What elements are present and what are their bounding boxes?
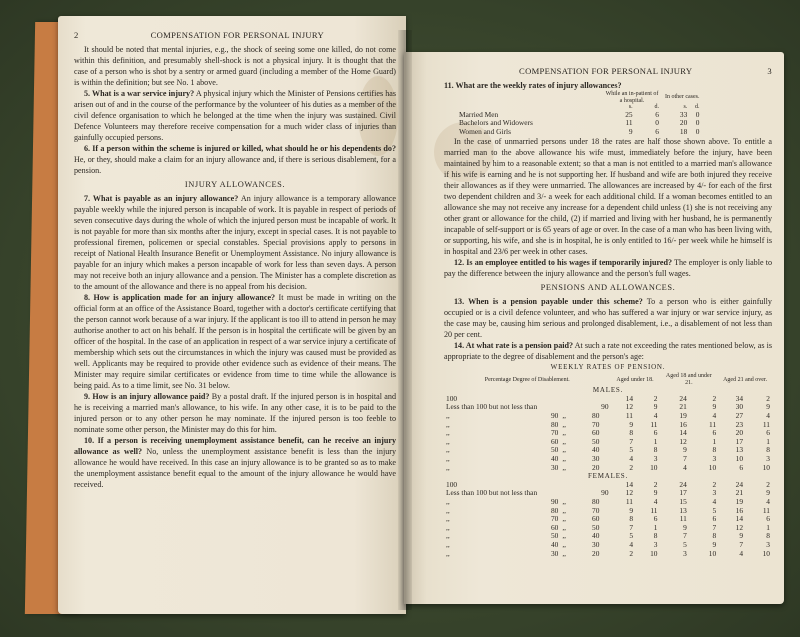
- rate-s3-cell: 34: [735, 393, 744, 403]
- q11-title: 11. What are the weekly rates of injury allowances?: [444, 81, 622, 90]
- col-21-over: Aged 21 and over.: [723, 376, 768, 383]
- q14-text: At such a rate not exceeding the rates mentioned below, as is appropriate to the degree of disablement and the person's age:: [444, 341, 772, 362]
- rate-d3-cell: 2: [766, 393, 770, 403]
- pension-row: [444, 489, 772, 498]
- lower-bound: 20: [592, 548, 600, 558]
- q6-title: 6. If a person within the scheme is injured or killed, what should he or his dependents do?: [84, 144, 396, 153]
- rate-d3-cell: 3: [766, 539, 770, 549]
- degree-cell: ,,: [446, 454, 450, 464]
- rate-d2-cell: 3: [712, 454, 717, 464]
- col-degree: Percentage Degree of Disablement.: [484, 376, 570, 383]
- rate-d1-cell: 3: [653, 539, 658, 549]
- lower-bound: 30: [592, 454, 600, 464]
- rate-s3-cell: 30: [735, 402, 744, 412]
- degree-cell: ,,: [446, 531, 450, 541]
- left-page: [58, 16, 406, 614]
- rate-s3-cell: 7: [739, 539, 744, 549]
- degree-cell: ,,: [446, 445, 450, 455]
- rate-s2-cell: 9: [683, 445, 687, 455]
- rate-d2-cell: 4: [712, 497, 717, 506]
- rate-s2-cell: 14: [679, 428, 687, 438]
- rate-s2-cell: 24: [679, 479, 687, 489]
- rate-s3-cell: 17: [735, 436, 744, 446]
- lower-bound: 30: [592, 539, 600, 549]
- q11-text: In the case of unmarried persons under 18 the rates are half those shown above. To entitle a married man to the above allowance his wife must, immediately before the injury, have been maintained by him to a reasonable extent; so that a man is not entitled to a married man's allowance if his wife is earning and he is not supporting her. If husband and wife are both injured they receive their allowances as if they were unmarried. The allowances are increased by 4/- for each of the first two dependent children and 3/- a week for each additional child. If a woman becomes entitled to an allowance she may not receive any increase for a dependent child unless (1) she is not receiving any other grant or allowance for the child, (2) if married and living with her husband, he is permanently incapable of self-support or is 65 years of age or over. In the case of a man who has been living with, or supporting, his wife, and she is in hospital, he is only entitled to 16/- per week while he himself is in hospital and 23/6 per week in other cases.: [444, 137, 772, 257]
- rate-row-married-men: Married Men 25 6 33 0: [459, 109, 700, 119]
- rate-s1-cell: 2: [629, 548, 634, 558]
- pension-row: [444, 532, 772, 541]
- pension-row: [444, 550, 772, 559]
- rate-s3-cell: 14: [735, 514, 744, 524]
- degree-cell: ,,: [446, 539, 450, 549]
- rate-s2-cell: 7: [683, 531, 687, 541]
- pension-row: [444, 507, 772, 516]
- rate-s2-cell: 7: [683, 454, 687, 464]
- rate-s1-cell: 2: [629, 462, 634, 472]
- q5-title: 5. What is a war service injury?: [84, 89, 195, 98]
- pension-table-caption: WEEKLY RATES OF PENSION.: [550, 363, 666, 372]
- rate-d2-cell: 11: [709, 419, 717, 429]
- rate-d3-cell: 10: [762, 462, 770, 472]
- degree-cell: ,,: [446, 522, 450, 532]
- q8-text: It must be made in writing on the official form at an office of the Assistance Board, together with a doctor's certificate certifying that the person cannot work because of a war injury. If the applicant is too ill to attend in person he may authorise another to act on his behalf. If the person is in hospital the certificate will be given by an officer of the hospital. In the case of an application in respect of a war service injury a certificate of membership which sets out the circumstances in which the injury was caused must be provided as well. Applicants may be required to provide other evidence such as evidence of their means. The Minister may require similar certificates or evidence from time to time while the allowance is being paid. As to a time limit, see No. 31 below.: [74, 293, 397, 390]
- q8-paragraph: [74, 292, 396, 391]
- lower-bound: 70: [592, 419, 600, 429]
- rate-s2-cell: 3: [683, 548, 687, 558]
- right-page-header: [444, 66, 772, 76]
- degree-cell: ,,: [446, 462, 450, 472]
- rate-s1-cell: 14: [625, 393, 634, 403]
- sex-group-label: FEMALES.: [587, 472, 629, 481]
- pension-row: [444, 515, 772, 524]
- rate-d2-cell: 8: [712, 531, 717, 541]
- degree-cell: [560, 515, 610, 524]
- q13-paragraph: [444, 296, 772, 340]
- rate-s3-cell: 16: [735, 505, 744, 515]
- rate-d3-cell: 1: [766, 436, 770, 446]
- rate-s3-cell: 20: [735, 428, 744, 438]
- pension-row: [444, 403, 772, 412]
- rate-d1-cell: 3: [653, 454, 658, 464]
- rate-s3-cell: 19: [735, 497, 744, 506]
- rate-s1-cell: 11: [625, 497, 634, 506]
- ditto-mark: ,,: [562, 539, 567, 549]
- degree-cell: Less than 100 but not less than: [446, 488, 538, 498]
- q12-paragraph: [444, 257, 772, 279]
- degree-cell: 30: [550, 462, 559, 472]
- q6-text: He, or they, should make a claim for an injury allowance and, if there is serious disablement, for a pension.: [74, 155, 396, 175]
- section-heading-injury-allowances: INJURY ALLOWANCES.: [184, 180, 286, 189]
- rate-d1-cell: 6: [653, 428, 658, 438]
- q10-text: No, unless the unemployment assistance benefit is less than the injury allowance he would have received. In this case an injury allowance is to be granted so as to make the unemployment assistance benefit equal to the amount of the injury allowance he would have received.: [74, 447, 396, 489]
- rate-s1-cell: 12: [625, 488, 634, 498]
- pension-rates-table: [444, 373, 772, 558]
- rate-s3-cell: 6: [739, 462, 744, 472]
- ditto-mark: ,,: [562, 454, 567, 464]
- rate-d3-cell: 9: [766, 402, 770, 412]
- rate-s3-cell: 21: [735, 488, 744, 498]
- rate-s3-cell: 13: [735, 445, 744, 455]
- rate-s2-cell: 5: [683, 539, 687, 549]
- rate-d3-cell: 6: [766, 428, 770, 438]
- degree-cell: [560, 541, 610, 550]
- degree-cell: ,,: [446, 505, 450, 515]
- rate-d2-cell: 1: [712, 436, 717, 446]
- rate-d1-cell: 6: [653, 514, 658, 524]
- rate-s1-cell: 5: [629, 445, 634, 455]
- degree-cell: [560, 412, 610, 421]
- section-heading-pensions: PENSIONS AND ALLOWANCES.: [540, 283, 676, 293]
- rate-s3-cell: 4: [739, 548, 744, 558]
- degree-cell: 100: [446, 393, 458, 403]
- ditto-mark: ,,: [562, 531, 567, 541]
- rate-d3-cell: 11: [762, 419, 770, 429]
- degree-cell: 100: [446, 479, 458, 489]
- pension-row: [444, 541, 772, 550]
- pension-row: [444, 438, 772, 447]
- sex-group-label: MALES.: [592, 386, 624, 395]
- ditto-mark: ,,: [562, 462, 567, 472]
- q9-paragraph: [74, 391, 396, 435]
- degree-cell: [560, 429, 610, 438]
- lower-bound: 60: [592, 514, 600, 524]
- rate-d2-cell: 6: [712, 428, 717, 438]
- rate-d3-cell: 11: [762, 505, 770, 515]
- degree-cell: 70: [550, 428, 559, 438]
- q7-text: An injury allowance is a temporary allowance payable weekly while the injured person is incapable of work. It is payable in respect of periods of seven consecutive days during the whole of which the injured person must be incapable of work. It is not payable for more than six months after the injury, except in special cases. It is not payable to professional firemen, policemen or special constables. Special provisions apply to persons in receipt of National Health Insurance Benefit or Unemployment Assistance. No injury allowance is payable for an injury which makes a person incapable of work for less than seven days. A person may not receive both an injury allowance and a pension. The Minister has a complete discretion as to the amount of the allowance and there is no appeal from his decision.: [74, 194, 397, 291]
- rate-s2-cell: 11: [679, 514, 687, 524]
- degree-cell: 90: [601, 488, 609, 498]
- rate-s1-cell: 5: [629, 531, 634, 541]
- rate-s2-cell: 9: [683, 522, 687, 532]
- degree-cell: ,,: [446, 411, 450, 421]
- females-section: [444, 472, 772, 558]
- rate-d1-cell: 11: [650, 419, 658, 429]
- rate-d2-cell: 7: [712, 522, 717, 532]
- unit-pence: d.: [654, 104, 659, 110]
- rate-d2-cell: 4: [712, 411, 717, 421]
- rate-d1-cell: 11: [650, 505, 658, 515]
- degree-cell: ,,: [446, 514, 450, 524]
- left-running-title: COMPENSATION FOR PERSONAL INJURY: [150, 30, 324, 40]
- pension-row: [444, 455, 772, 464]
- q7-title: 7. What is payable as an injury allowance?: [84, 194, 239, 203]
- intro-paragraph: It should be noted that mental injuries, e.g., the shock of seeing some one killed, do not come within this definition, and presumably shell-shock is not a physical injury. It is thought that the case of a person who is shot by a sentry or armed guard (including a member of the Home Guard) is within the definition; but see No. 1 above.: [74, 45, 396, 87]
- rate-d2-cell: 5: [712, 505, 717, 515]
- q6-paragraph: [74, 143, 396, 176]
- degree-cell: [560, 532, 610, 541]
- degree-cell: [560, 507, 610, 516]
- rate-s1-cell: 7: [629, 522, 634, 532]
- lower-bound: 80: [592, 497, 600, 506]
- pension-row: [444, 524, 772, 533]
- rate-d1-cell: 1: [653, 436, 658, 446]
- unit-shillings: s.: [628, 104, 633, 110]
- unit-pence: d.: [695, 104, 700, 110]
- degree-cell: ,,: [446, 497, 450, 506]
- rate-s2-cell: 21: [679, 402, 687, 412]
- rate-s1-cell: 11: [625, 411, 634, 421]
- rate-d3-cell: 6: [766, 514, 770, 524]
- lower-bound: 80: [592, 411, 600, 421]
- q14-paragraph: [444, 340, 772, 362]
- rate-d3-cell: 10: [762, 548, 770, 558]
- degree-cell: Less than 100 but not less than: [446, 402, 538, 412]
- left-page-number: 2: [74, 30, 79, 40]
- rate-d1-cell: 8: [653, 531, 658, 541]
- rate-d3-cell: 3: [766, 454, 770, 464]
- degree-cell: ,,: [446, 428, 450, 438]
- lower-bound: 40: [592, 445, 600, 455]
- pension-row: [444, 421, 772, 430]
- ditto-mark: ,,: [562, 428, 567, 438]
- males-section: [444, 386, 772, 472]
- rate-d3-cell: 8: [766, 531, 770, 541]
- degree-cell: 50: [550, 531, 559, 541]
- left-page-text: [74, 44, 396, 490]
- rate-d1-cell: 10: [650, 548, 658, 558]
- rate-row-bachelors: Bachelors and Widowers 11 0 20 0: [459, 118, 700, 128]
- book-spine: [398, 30, 412, 610]
- rate-s2-cell: 12: [679, 436, 687, 446]
- rate-s1-cell: 12: [625, 402, 634, 412]
- rate-s2-cell: 17: [679, 488, 687, 498]
- rates-head-hospital: While an in-patient of a hospital.: [605, 91, 659, 104]
- rate-s1-cell: 9: [629, 505, 634, 515]
- rate-s1-cell: 9: [629, 419, 634, 429]
- rate-d3-cell: 9: [766, 488, 770, 498]
- rate-d3-cell: 1: [766, 522, 770, 532]
- rate-s1-cell: 7: [629, 436, 634, 446]
- rate-d2-cell: 10: [708, 548, 717, 558]
- rate-d1-cell: 2: [653, 479, 658, 489]
- rate-s1-cell: 14: [625, 479, 634, 489]
- ditto-mark: ,,: [562, 522, 567, 532]
- degree-cell: 60: [550, 522, 559, 532]
- rate-s3-cell: 24: [735, 479, 744, 489]
- q9-text: By a postal draft. If the injured person is in hospital and he is receiving a married man's allowance, to his wife. In any other case, it is to be paid to the injured person or to any other person he may nominate. If the injured person is too feeble to nominate some other person, the Minister may do this for him.: [74, 392, 396, 434]
- degree-cell: [560, 550, 610, 559]
- rate-d2-cell: 8: [712, 445, 717, 455]
- rate-s3-cell: 9: [739, 531, 744, 541]
- degree-cell: ,,: [446, 436, 450, 446]
- degree-cell: 90: [601, 402, 609, 412]
- left-page-header: [74, 30, 396, 40]
- degree-cell: [560, 524, 610, 533]
- rate-d3-cell: 8: [766, 445, 770, 455]
- rate-d1-cell: 1: [653, 522, 658, 532]
- ditto-mark: ,,: [562, 445, 567, 455]
- q10-paragraph: [74, 435, 396, 490]
- rate-d1-cell: 4: [653, 411, 658, 421]
- lower-bound: 70: [592, 505, 600, 515]
- degree-cell: 40: [550, 539, 559, 549]
- right-page-number: 3: [767, 66, 772, 76]
- rate-d3-cell: 2: [766, 479, 770, 489]
- q9-title: 9. How is an injury allowance paid?: [84, 392, 210, 401]
- rate-d3-cell: 4: [766, 497, 770, 506]
- q5-text: A physical injury which the Minister of Pensions certifies has arisen out of and in the course of the performance by the volunteer of his duties as a member of the civil defence organisation to which he belonged at the time when the injury was sustained. Civil Defence Volunteers may therefore receive compensation for a much wider class of injuries than gainfully occupied persons.: [74, 89, 396, 142]
- degree-cell: [560, 421, 610, 430]
- rate-s2-cell: 24: [679, 393, 687, 403]
- rate-s2-cell: 15: [679, 497, 687, 506]
- degree-cell: 40: [550, 454, 559, 464]
- rate-s2-cell: 19: [679, 411, 687, 421]
- rate-d2-cell: 2: [712, 393, 717, 403]
- rate-s1-cell: 4: [629, 454, 634, 464]
- rate-s1-cell: 4: [629, 539, 634, 549]
- ditto-mark: ,,: [562, 548, 567, 558]
- q5-paragraph: [74, 88, 396, 143]
- degree-cell: 50: [550, 445, 559, 455]
- degree-cell: [560, 498, 610, 507]
- rate-s3-cell: 12: [735, 522, 744, 532]
- ditto-mark: ,,: [562, 411, 567, 421]
- rate-row-women: Women and Girls 9 6 18 0: [459, 126, 700, 136]
- rate-s2-cell: 13: [679, 505, 687, 515]
- degree-cell: [560, 464, 610, 473]
- rate-s2-cell: 16: [679, 419, 687, 429]
- ditto-mark: ,,: [562, 436, 567, 446]
- lower-bound: 50: [592, 436, 600, 446]
- pension-row: [444, 446, 772, 455]
- ditto-mark: ,,: [562, 514, 567, 524]
- pension-row: [444, 464, 772, 473]
- rate-d1-cell: 9: [653, 488, 658, 498]
- q14-title: 14. At what rate is a pension paid?: [454, 341, 574, 351]
- rate-d2-cell: 9: [712, 539, 717, 549]
- rates-head-other: In other cases.: [665, 94, 700, 101]
- degree-cell: 30: [550, 548, 559, 558]
- rate-d1-cell: 2: [653, 393, 658, 403]
- right-page: [404, 52, 784, 604]
- right-page-text: [444, 80, 772, 558]
- rate-s2-cell: 4: [683, 462, 687, 472]
- degree-cell: ,,: [446, 548, 450, 558]
- rate-d2-cell: 2: [712, 479, 717, 489]
- lower-bound: 50: [592, 522, 600, 532]
- rate-d1-cell: 10: [650, 462, 658, 472]
- rate-s1-cell: 8: [629, 514, 634, 524]
- right-running-title: COMPENSATION FOR PERSONAL INJURY: [519, 66, 693, 76]
- degree-cell: [560, 446, 610, 455]
- rate-d2-cell: 3: [712, 488, 717, 498]
- rate-s3-cell: 10: [735, 454, 744, 464]
- q12-title: 12. Is an employee entitled to his wages if temporarily injured?: [454, 258, 673, 268]
- rate-s3-cell: 23: [735, 419, 744, 429]
- rate-d2-cell: 9: [712, 402, 717, 412]
- pension-row: [444, 412, 772, 421]
- q8-title: 8. How is application made for an injury allowance?: [84, 293, 276, 302]
- ditto-mark: ,,: [562, 497, 567, 506]
- degree-cell: 90: [550, 497, 559, 506]
- lower-bound: 60: [592, 428, 600, 438]
- rate-s3-cell: 27: [735, 411, 744, 421]
- q13-text: To a person who is either gainfully occupied or is a civil defence volunteer, and who has suffered a war injury or war service injury, as the case may be, causing him serious and prolonged disablement, i.e., a disablement of not less than 20 per cent.: [444, 297, 772, 340]
- q7-paragraph: [74, 193, 396, 292]
- lower-bound: 20: [592, 462, 600, 472]
- degree-cell: 80: [550, 419, 559, 429]
- degree-cell: [560, 438, 610, 447]
- q13-title: 13. When is a pension payable under this scheme?: [454, 297, 643, 307]
- rate-d2-cell: 10: [708, 462, 717, 472]
- degree-cell: 70: [550, 514, 559, 524]
- rate-d1-cell: 8: [653, 445, 658, 455]
- rate-d3-cell: 4: [766, 411, 770, 421]
- col-under-18: Aged under 18.: [616, 376, 654, 383]
- rate-d1-cell: 9: [653, 402, 658, 412]
- lower-bound: 40: [592, 531, 600, 541]
- q12-text: The employer is only liable to pay the difference between the injury allowance and the person's full wages.: [444, 258, 773, 279]
- degree-cell: [560, 455, 610, 464]
- q10-title: 10. If a person is receiving unemployment assistance benefit, can he receive an injury allowance as well?: [74, 436, 396, 456]
- rate-d2-cell: 6: [712, 514, 717, 524]
- degree-cell: ,,: [446, 419, 450, 429]
- col-18-21: Aged 18 and under 21.: [665, 373, 712, 386]
- pension-row: [444, 429, 772, 438]
- degree-cell: 80: [550, 505, 559, 515]
- rate-s1-cell: 8: [629, 428, 634, 438]
- injury-rates-table: [456, 91, 703, 136]
- rate-d1-cell: 4: [653, 497, 658, 506]
- unit-shillings: s.: [683, 104, 688, 110]
- degree-cell: 90: [550, 411, 559, 421]
- ditto-mark: ,,: [562, 419, 567, 429]
- ditto-mark: ,,: [562, 505, 567, 515]
- degree-cell: 60: [550, 436, 559, 446]
- pension-row: [444, 498, 772, 507]
